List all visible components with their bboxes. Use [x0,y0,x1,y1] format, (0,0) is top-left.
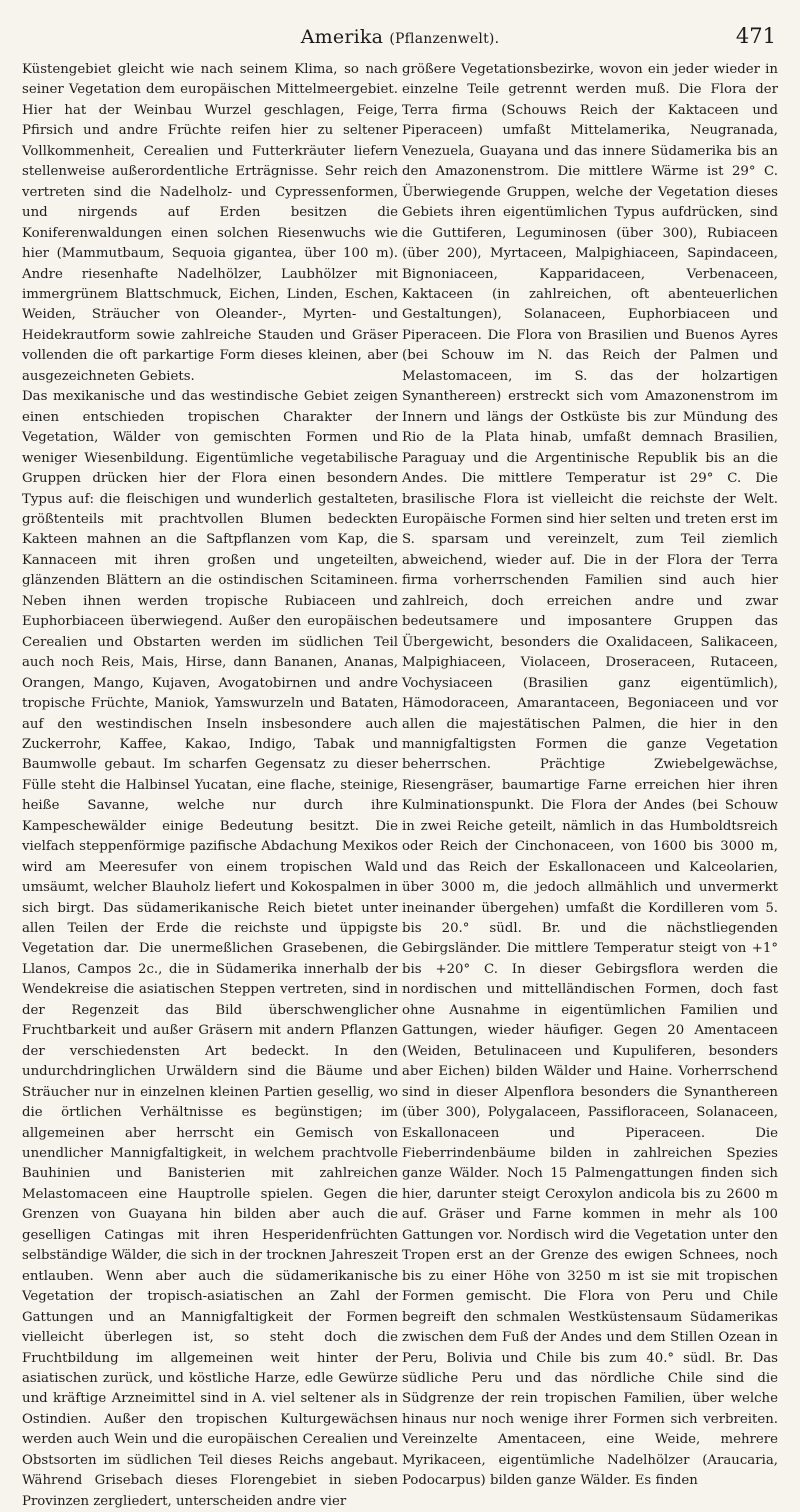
text-columns [22,60,778,1512]
paragraph: größere Vegetationsbezirke, wovon ein jeder wieder in einzelne Teile getrennt werden muß. Die Flora der Terra firma (Schouws Reich der Kaktaceen und Piperaceen) umfaßt Mittelamerika, Neugranada, Venezuela, Guayana und das innere Südamerika bis an den Amazonenstrom. Die mittlere Wärme ist 29° C. Überwiegende Gruppen, welche der Vegetation dieses Gebiets ihren eigentümlichen Typus aufdrücken, sind die Guttiferen, Leguminosen (über 300), Rubiaceen (über 200), Myrtaceen, Malpighiaceen, Sapindaceen, Bignoniaceen, Kapparidaceen, Verbenaceen, Kaktaceen (in zahlreichen, oft abenteuerlichen Gestaltungen), Solanaceen, Euphorbiaceen und Piperaceen. Die Flora von Brasilien und Buenos Ayres (bei Schouw im N. das Reich der Palmen und Melastomaceen, im S. das der holzartigen Synanthereen) erstreckt sich vom Amazonenstrom im Innern und längs der Ostküste bis zur Mündung des Rio de la Plata hinab, umfaßt demnach Brasilien, Paraguay und die Argentinische Republik bis an die Andes. Die mittlere Temperatur ist 29° C. Die brasilische Flora ist vielleicht die reichste der Welt. Europäische Formen sind hier selten und treten erst im S. sparsam und vereinzelt, zum Teil ziemlich abweichend, wieder auf. Die in der Flora der Terra firma vorherrschenden Familien sind auch hier zahlreich, doch erreichen andre und zwar bedeutsamere und imposantere Gruppen das Übergewicht, besonders die Oxalidaceen, Salikaceen, Malpighiaceen, Violaceen, Droseraceen, Rutaceen, Vochysiaceen (Brasilien ganz eigentümlich), Hämodoraceen, Amarantaceen, Begoniaceen und vor allen die majestätischen Palmen, die hier in den mannigfaltigsten Formen die ganze Vegetation beherrschen. Prächtige Zwiebelgewächse, Riesengräser, baumartige Farne erreichen hier ihren Kulminationspunkt. Die Flora der Andes (bei Schouw in zwei Reiche geteilt, nämlich in das Humboldtsreich oder Reich der Cinchonaceen, von 1600 bis 3000 m, und das Reich der Eskallonaceen und Kalceolarien, über 3000 m, die jedoch allmählich und unvermerkt ineinander übergehen) umfaßt die Kordilleren vom 5. bis 20.° südl. Br. und die nächstliegenden Gebirgsländer. Die mittlere Temperatur steigt von +1° bis +20° C. In dieser Gebirgsflora werden die nordischen und mittelländischen Formen, doch fast ohne Ausnahme in eigentümlichen Familien und Gattungen, wieder häufiger. Gegen 20 Amentaceen (Weiden, Betulinaceen und Kupuliferen, besonders aber Eichen) bilden Wälder und Haine. Vorherrschend sind in dieser Alpenflora besonders die Synanthereen (über 300), Polygalaceen, Passifloraceen, Solanaceen, Eskallonaceen und Piperaceen. Die Fieberrindenbäume bilden in zahlreichen Spezies ganze Wälder. Noch 15 Palmengattungen finden sich hier, darunter steigt Ceroxylon andicola bis zu 2600 m auf. Gräser und Farne kommen in mehr als 100 Gattungen vor. Nordisch wird die Vegetation unter den Tropen erst an der Grenze des ewigen Schnees, noch bis zu einer Höhe von 3250 m ist sie mit tropischen Formen gemischt. Die Flora von Peru und Chile begreift den schmalen Westküstensaum Südamerikas zwischen dem Fuß der Andes und dem Stillen Ozean in Peru, Bolivia und Chile bis zum 40.° südl. Br. Das südliche Peru und das nördliche Chile sind die Südgrenze der rein tropischen Familien, über welche hinaus nur noch wenige ihrer Formen sich verbreiten. Vereinzelte Amentaceen, eine Weide, mehrere Myrikaceen, eigentümliche Nadelhölzer (Araucaria, Podocarpus) bilden ganze Wälder. Es finden [402,62,778,1489]
paragraph: Das mexikanische und das westindische Gebiet zeigen einen entschieden tropischen Charakter der Vegetation, Wälder von gemischten Formen und weniger Wiesenbildung. Eigentümliche vegetabilische Gruppen drücken hier der Flora einen besondern Typus auf: die fleischigen und wunderlich gestalteten, größtenteils mit prachtvollen Blumen bedeckten Kakteen mahnen an die Saftpflanzen vom Kap, die Kannaceen mit ihren großen und ungeteilten, glänzenden Blättern an die ostindischen Scitamineen. Neben ihnen werden tropische Rubiaceen und Euphorbiaceen überwiegend. Außer den europäischen Cerealien und Obstarten werden im südlichen Teil auch noch Reis, Mais, Hirse, dann Bananen, Ananas, Orangen, Mango, Kujaven, Avogatobirnen und andre tropische Früchte, Maniok, Yamswurzeln und Bataten, auf den westindischen Inseln insbesondere auch Zuckerrohr, Kaffee, Kakao, Indigo, Tabak und Baumwolle gebaut. Im scharfen Gegensatz zu dieser Fülle steht die Halbinsel Yucatan, eine flache, steinige, heiße Savanne, welche nur durch ihre Kampeschewälder einige Bedeutung besitzt. Die vielfach steppenförmige pazifische Abdachung Mexikos wird am Meeresufer von einem tropischen Wald umsäumt, welcher Blauholz liefert und Kokospalmen in sich birgt. Das südamerikanische Reich bietet unter allen Teilen der Erde die reichste und üppigste Vegetation dar. Die unermeßlichen Grasebenen, die Llanos, Campos 2c., die in Südamerika innerhalb der Wendekreise die asiatischen Steppen vertreten, sind in der Regenzeit das Bild überschwenglicher Fruchtbarkeit und außer Gräsern mit andern Pflanzen der verschiedensten Art bedeckt. In den undurchdringlichen Urwäldern sind die Bäume und Sträucher nur in einzelnen kleinen Partien gesellig, wo die örtlichen Verhältnisse es begünstigen; im allgemeinen aber herrscht ein Gemisch von unendlicher Mannigfaltigkeit, in welchem prachtvolle Bauhinien und Banisterien mit zahlreichen Melastomaceen eine Hauptrolle spielen. Gegen die Grenzen von Guayana hin bilden aber auch die geselligen Catingas mit ihren Hesperidenfrüchten selbständige Wälder, die sich in der trocknen Jahreszeit entlauben. Wenn aber auch die südamerikanische Vegetation der tropisch-asiatischen an Zahl der Gattungen und an Mannigfaltigkeit der Formen vielleicht überlegen ist, so steht doch die Fruchtbildung im allgemeinen weit hinter der asiatischen zurück, und köstliche Harze, edle Gewürze und kräftige Arzneimittel sind in A. viel seltener als in Ostindien. Außer den tropischen Kulturgewächsen werden auch Wein und die europäischen Cerealien und Obstsorten im südlichen Teil dieses Reichs angebaut. Während Grisebach dieses Florengebiet in sieben Provinzen zergliedert, unterscheiden andre vier [22,389,398,1509]
running-title [22,26,778,48]
header-title: Amerika [300,26,384,48]
header-subtitle: (Pflanzenwelt). [389,31,500,47]
left-column [22,60,398,1512]
running-header [22,22,778,56]
page-number: 471 [735,24,776,48]
paragraph: Küstengebiet gleicht wie nach seinem Klima, so nach seiner Vegetation dem europäischen Mittelmeergebiet. Hier hat der Weinbau Wurzel geschlagen, Feige, Pfirsich und andre Früchte reifen hier zu seltener Vollkommenheit, Cerealien und Futterkräuter liefern stellenweise außerordentliche Erträgnisse. Sehr reich vertreten sind die Nadelholz- und Cypressenformen, und nirgends auf Erden besitzen die Koniferenwaldungen einen solchen Riesenwuchs wie hier (Mammutbaum, Sequoia gigantea, über 100 m). Andre riesenhafte Nadelhölzer, Laubhölzer mit immergrünem Blattschmuck, Eichen, Linden, Eschen, Weiden, Sträucher von Oleander-, Myrten- und Heidekrautform sowie zahlreiche Stauden und Gräser vollenden die oft parkartige Form dieses kleinen, aber ausgezeichneten Gebiets. [22,62,398,384]
right-column [402,60,778,1512]
